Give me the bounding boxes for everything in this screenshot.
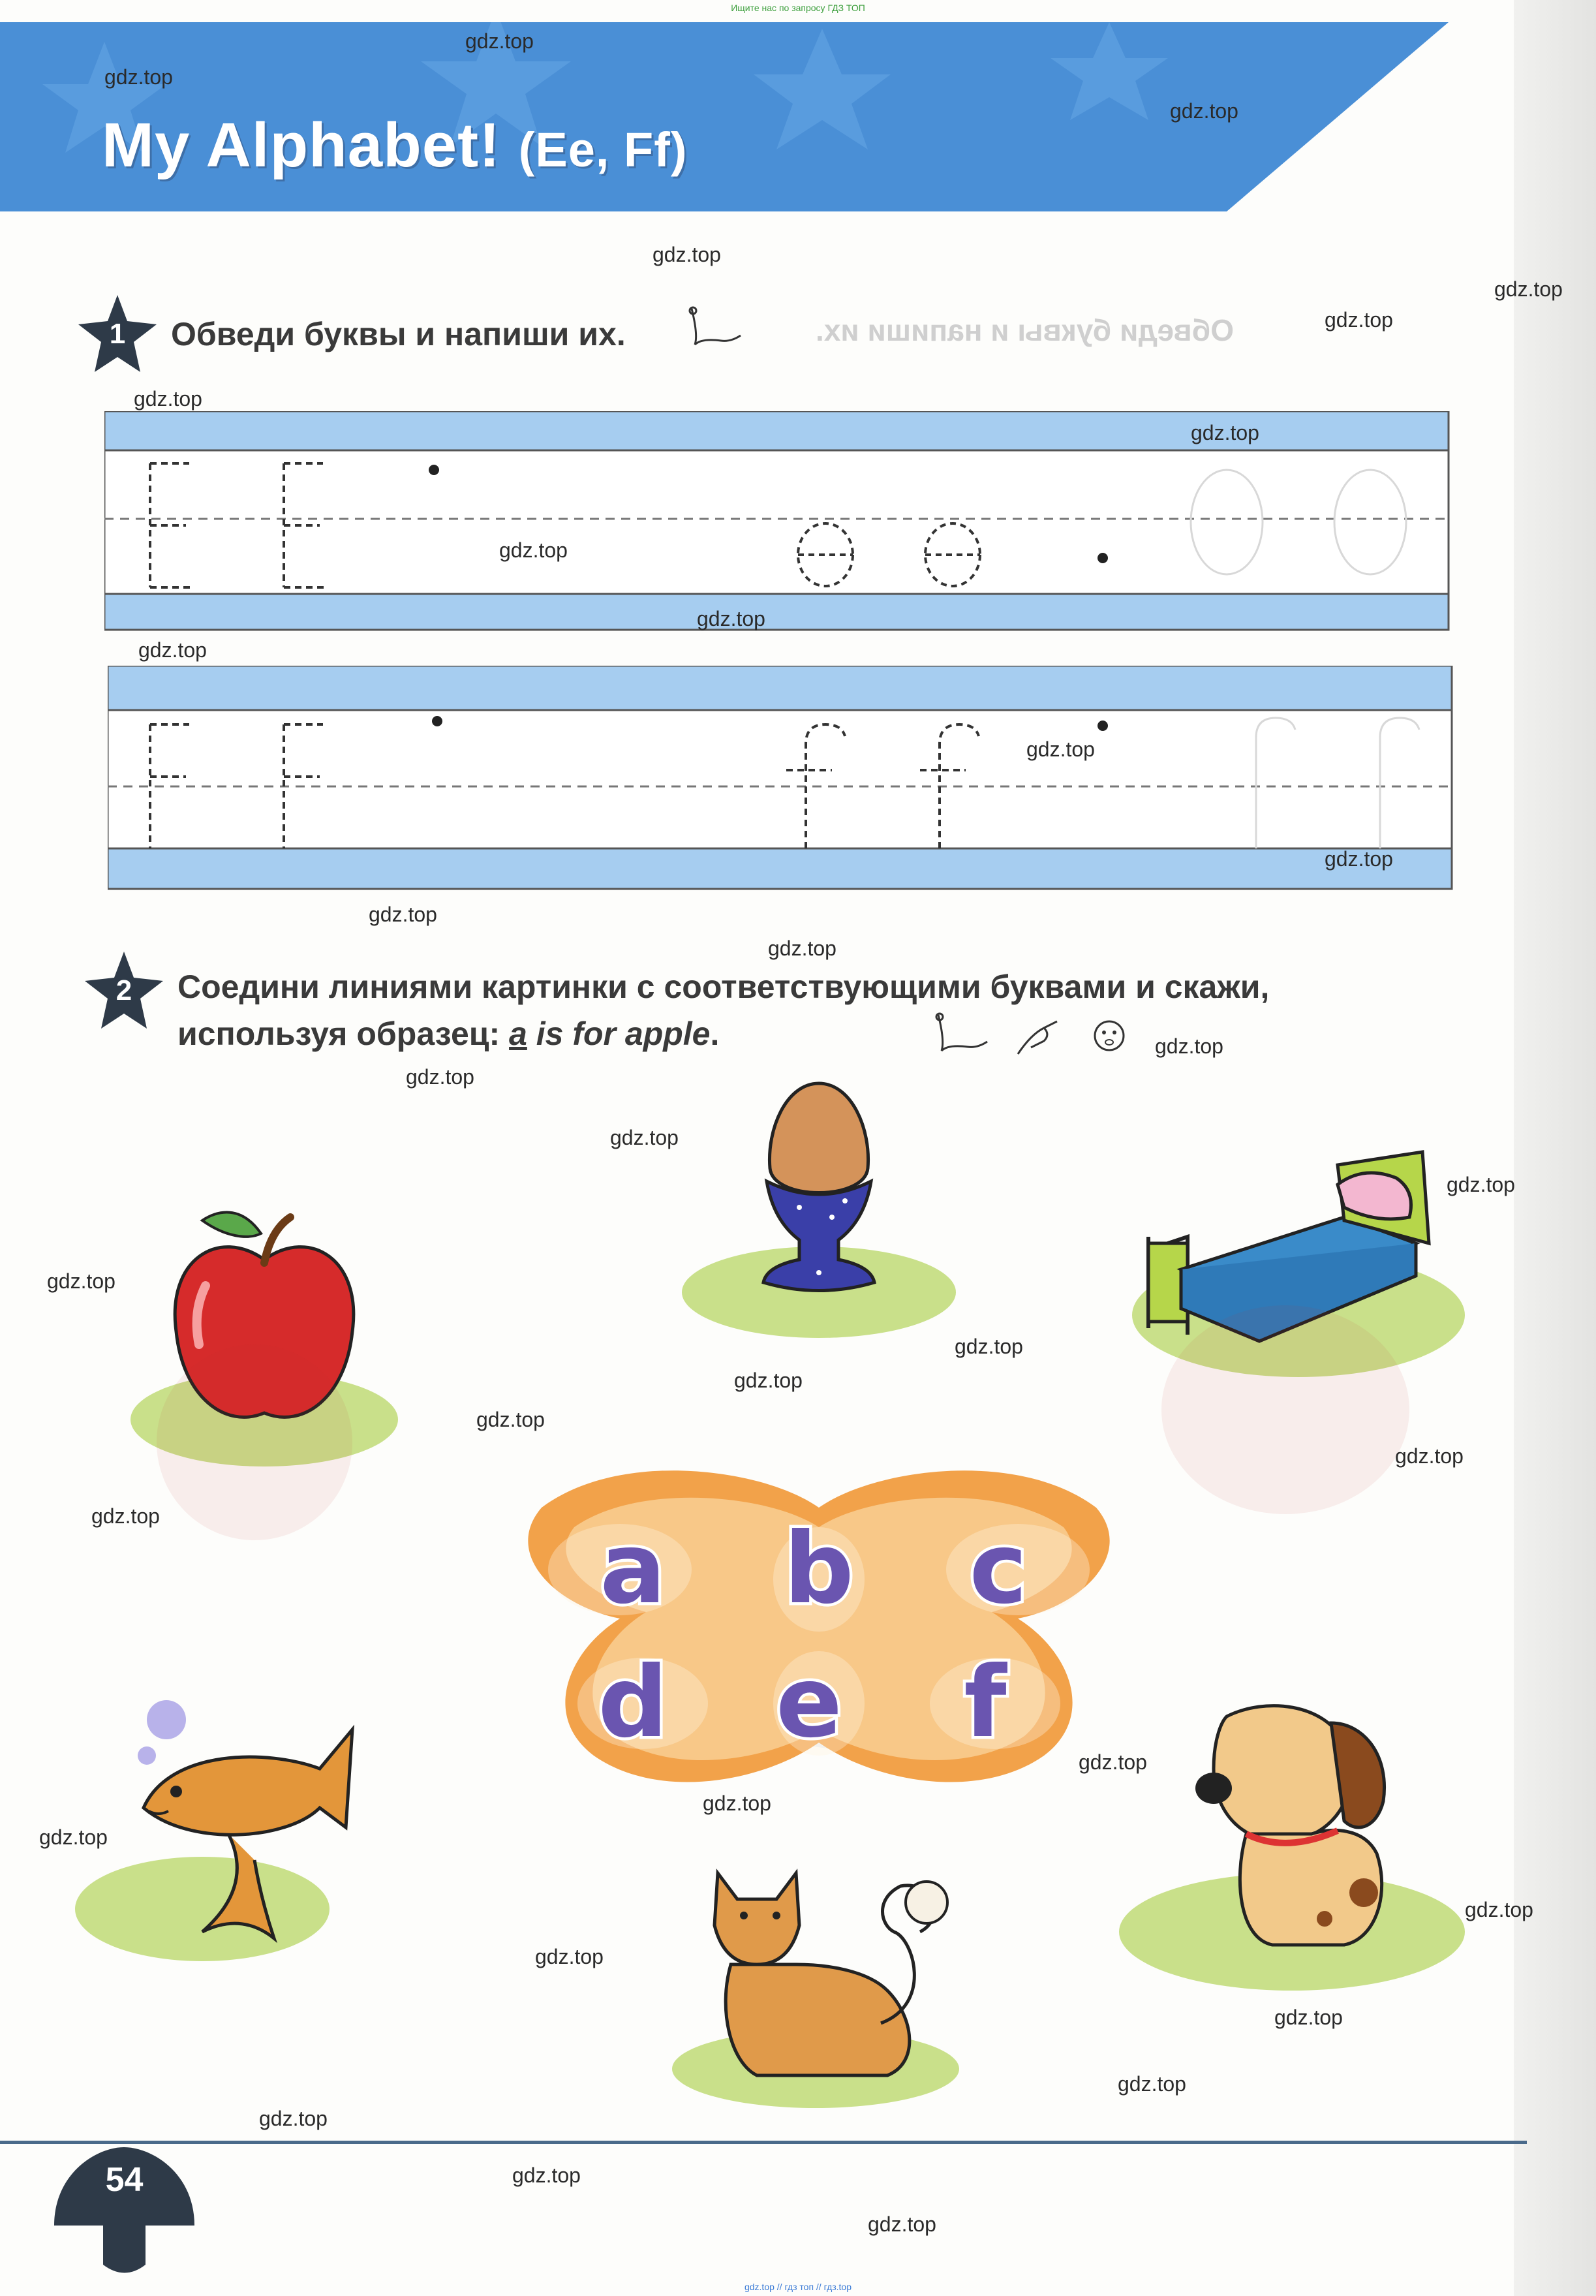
watermark: gdz.top bbox=[1026, 737, 1095, 761]
watermark: gdz.top bbox=[406, 1065, 474, 1089]
watermark: gdz.top bbox=[768, 937, 836, 960]
watermark: gdz.top bbox=[512, 2164, 581, 2187]
draw-lines-icon bbox=[932, 1012, 994, 1061]
letter-f[interactable]: f bbox=[964, 1646, 1007, 1760]
watermark: gdz.top bbox=[697, 607, 765, 630]
handwriting-lines-ff bbox=[108, 666, 1455, 894]
task1-badge: 1 bbox=[78, 295, 157, 373]
watermark: gdz.top bbox=[1447, 1173, 1515, 1196]
fish-picture[interactable] bbox=[72, 1677, 378, 1964]
watermark: gdz.top bbox=[1325, 308, 1393, 332]
watermark: gdz.top bbox=[610, 1126, 679, 1149]
watermark: gdz.top bbox=[476, 1408, 545, 1431]
task2-badge: 2 bbox=[85, 952, 163, 1030]
page-edge-shadow bbox=[1514, 0, 1596, 2296]
watermark: gdz.top bbox=[703, 1792, 771, 1815]
speaking-face-icon bbox=[1090, 1013, 1129, 1059]
watermark: gdz.top bbox=[1155, 1034, 1223, 1058]
watermark: gdz.top bbox=[1465, 1898, 1533, 1921]
watermark: gdz.top bbox=[104, 65, 173, 89]
watermark: gdz.top bbox=[138, 638, 207, 662]
watermark: gdz.top bbox=[465, 29, 534, 53]
dog-picture[interactable] bbox=[1116, 1684, 1468, 1991]
bleed-through-text: Обведи буквы и напиши их. bbox=[816, 313, 1234, 347]
cat-picture[interactable] bbox=[659, 1860, 966, 2108]
watermark: gdz.top bbox=[499, 538, 568, 562]
letter-b[interactable]: b bbox=[784, 1512, 854, 1626]
watermark: gdz.top bbox=[134, 387, 202, 411]
bottom-note: gdz.top // гдз топ // гдз.top bbox=[744, 2282, 852, 2292]
letter-a[interactable]: a bbox=[600, 1512, 666, 1626]
watermark: gdz.top bbox=[535, 1945, 604, 1968]
task2-instruction bbox=[177, 963, 1456, 1057]
watermark: gdz.top bbox=[91, 1504, 160, 1528]
watermark: gdz.top bbox=[1494, 277, 1563, 301]
watermark: gdz.top bbox=[369, 903, 437, 926]
watermark: gdz.top bbox=[1325, 847, 1393, 871]
letter-c[interactable]: c bbox=[969, 1512, 1028, 1626]
watermark: gdz.top bbox=[1079, 1750, 1147, 1774]
letters-butterfly bbox=[515, 1455, 1122, 1808]
task2-line1: Соедини линиями картинки с соответствующими буквами и скажи, bbox=[177, 969, 1270, 1005]
page-number: 54 bbox=[105, 2161, 144, 2199]
letter-e[interactable]: e bbox=[776, 1646, 842, 1760]
page-title: My Alphabet! (Ee, Ff) bbox=[102, 110, 688, 180]
watermark: gdz.top bbox=[652, 243, 721, 266]
watermark: gdz.top bbox=[1395, 1444, 1464, 1468]
watermark: gdz.top bbox=[1274, 2006, 1343, 2029]
watermark: gdz.top bbox=[868, 2212, 936, 2236]
watermark: gdz.top bbox=[259, 2107, 328, 2130]
top-search-note: Ищите нас по запросу ГДЗ ТОП bbox=[731, 3, 865, 13]
pen-icon bbox=[685, 305, 744, 351]
watermark: gdz.top bbox=[1170, 99, 1238, 123]
footer-rule bbox=[0, 2141, 1527, 2144]
watermark: gdz.top bbox=[734, 1369, 803, 1392]
pointing-hand-icon bbox=[1011, 1015, 1064, 1061]
watermark: gdz.top bbox=[1118, 2072, 1186, 2096]
watermark: gdz.top bbox=[1191, 421, 1259, 444]
letter-d[interactable]: d bbox=[598, 1646, 668, 1760]
task2-line2: используя образец: a is for apple. bbox=[177, 1016, 720, 1052]
watermark: gdz.top bbox=[47, 1269, 115, 1293]
watermark: gdz.top bbox=[955, 1335, 1023, 1358]
task1-instruction: Обведи буквы и напиши их. bbox=[171, 316, 626, 352]
watermark: gdz.top bbox=[39, 1825, 108, 1849]
